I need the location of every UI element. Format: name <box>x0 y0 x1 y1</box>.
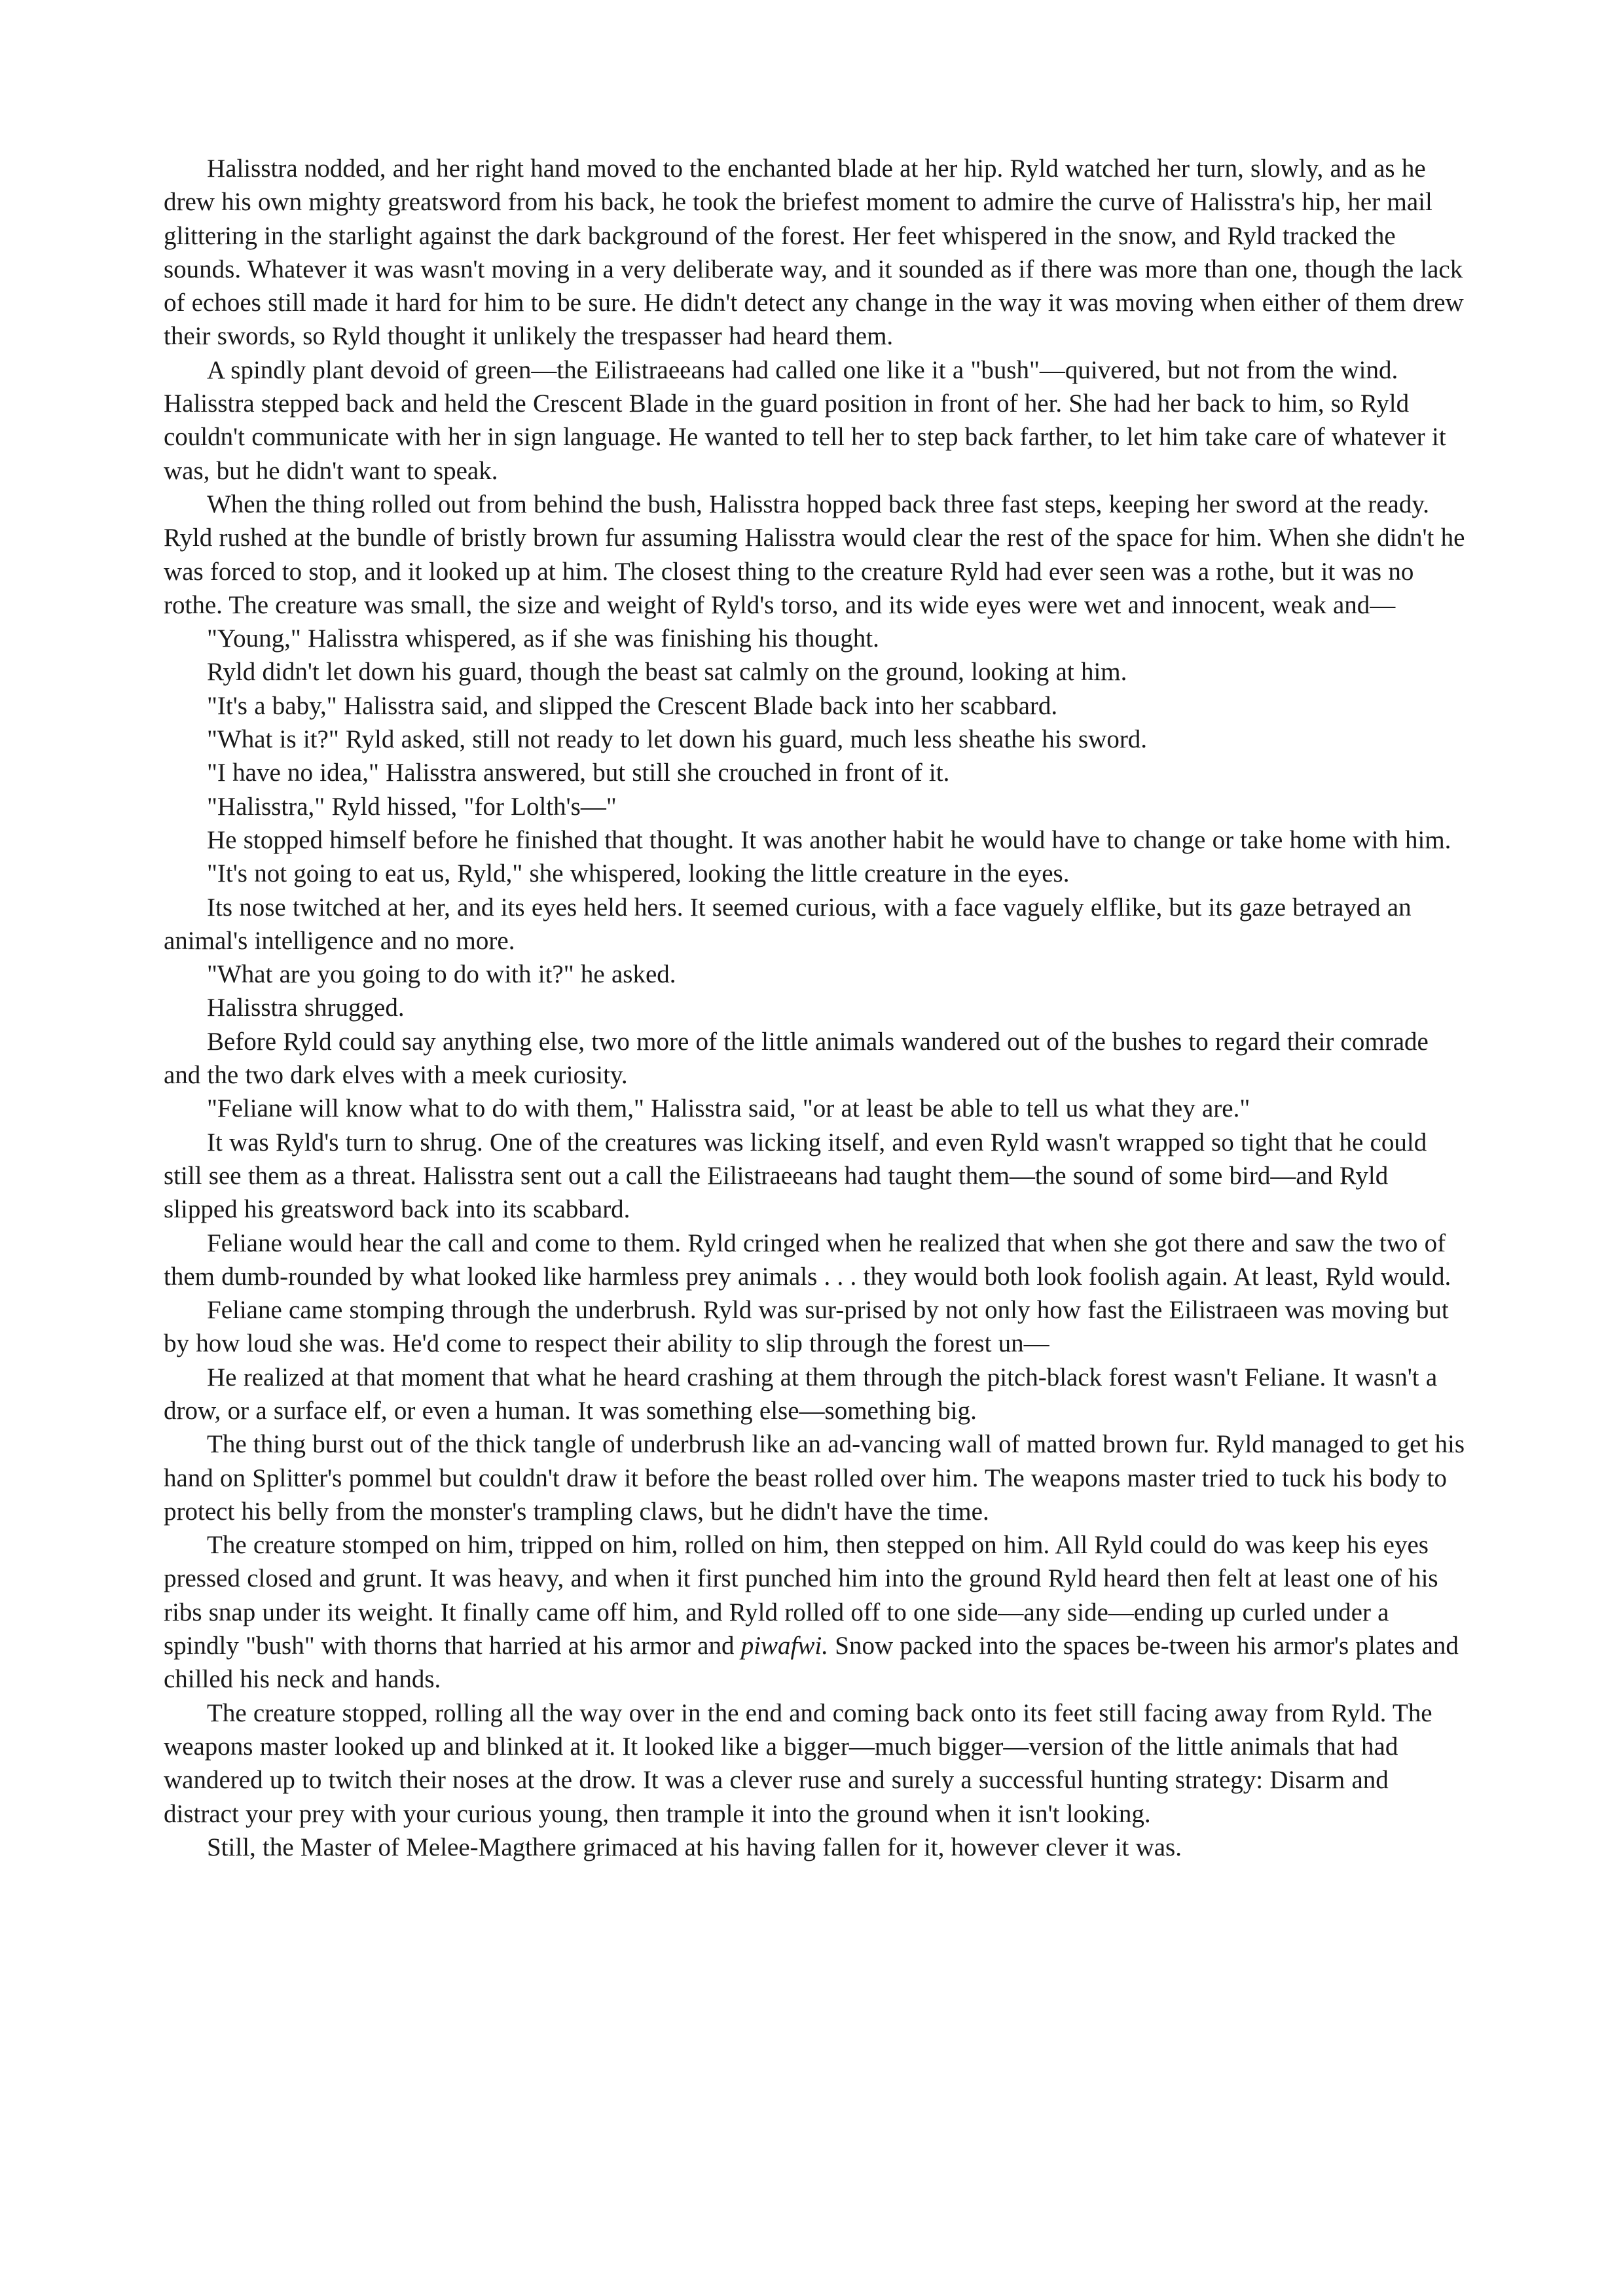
paragraph: "Young," Halisstra whispered, as if she was finishing his thought. <box>207 624 879 653</box>
paragraph: The thing burst out of the thick tangle of underbrush like an ad-vancing wall of matted brown fur. Ryld managed to get his hand on Splitter's pommel but couldn't draw it before the beast rolled over him. The weapons master tried to tuck his body to protect his belly from the monster's trampling claws, but he didn't have the time. <box>164 1430 1465 1526</box>
paragraph: Feliane came stomping through the underbrush. Ryld was sur-prised by not only how fast the Eilistraeen was moving but by how loud she was. He'd come to respect their ability to slip through the forest un— <box>164 1296 1449 1358</box>
paragraph: Feliane would hear the call and come to them. Ryld cringed when he realized that when she got there and saw the two of them dumb-rounded by what looked like harmless prey animals . . . they would both look foolish again. At least, Ryld would. <box>164 1229 1451 1291</box>
paragraph: "It's not going to eat us, Ryld," she whispered, looking the little creature in the eyes. <box>207 859 1070 888</box>
paragraph: "What is it?" Ryld asked, still not ready to let down his guard, much less sheathe his sword. <box>207 725 1148 754</box>
paragraph: Halisstra shrugged. <box>207 994 405 1022</box>
paragraph-with-italic <box>164 1528 1467 1696</box>
paragraph: Before Ryld could say anything else, two more of the little animals wandered out of the bushes to regard their comrade and the two dark elves with a meek curiosity. <box>164 1027 1429 1090</box>
paragraph-tail: Snow packed into the spaces be-tween his armor's plates and chilled his neck and hands. <box>164 1632 1459 1694</box>
paragraph: The creature stopped, rolling all the way over in the end and coming back onto its feet still facing away from Ryld. The weapons master looked up and blinked at it. It looked like a bigger—much bigger—version of the little animals that had wandered up to twitch their noses at the drow. It was a clever ruse and surely a successful hunting strategy: Disarm and distract your prey with your curious young, then trample it into the ground when it isn't looking. <box>164 1698 1432 1828</box>
paragraph: Halisstra nodded, and her right hand moved to the enchanted blade at her hip. Ryld watched her turn, slowly, and as he drew his own mighty greatsword from his back, he took the briefest moment to admire the curve of Halisstra's hip, her mail glittering in the starlight against the dark background of the forest. Her feet whispered in the snow, and Ryld tracked the sounds. Whatever it was wasn't moving in a very deliberate way, and it sounded as if there was more than one, though the lack of echoes still made it hard for him to be sure. He didn't detect any change in the way it was moving when either of them drew their swords, so Ryld thought it unlikely the trespasser had heard them. <box>164 154 1464 351</box>
italic-term: piwafwi. <box>740 1632 828 1660</box>
paragraph-text: The creature stomped on him, tripped on him, rolled on him, then stepped on him. All Ryld could do was keep his eyes pressed closed and grunt. It was heavy, and when it first punched him into the ground Ryld heard then felt at least one of his ribs snap under its weight. It finally came off him, and Ryld rolled off to one side—any side—ending up curled under a spindly "bush" with thorns that harried at his armor and <box>164 1531 1438 1660</box>
paragraph: Its nose twitched at her, and its eyes held hers. It seemed curious, with a face vaguely elflike, but its gaze betrayed an animal's intelligence and no more. <box>164 893 1412 955</box>
paragraph: A spindly plant devoid of green—the Eilistraeeans had called one like it a "bush"—quivered, but not from the wind. Halisstra stepped back and held the Crescent Blade in the guard position in front of her. She had her back to him, so Ryld couldn't communicate with her in sign language. He wanted to tell her to step back farther, to let him take care of whatever it was, but he didn't want to speak. <box>164 355 1446 485</box>
paragraph: He stopped himself before he finished that thought. It was another habit he would have to change or take home with him. <box>207 825 1451 854</box>
paragraph: "I have no idea," Halisstra answered, but still she crouched in front of it. <box>207 759 950 787</box>
paragraph: "It's a baby," Halisstra said, and slipped the Crescent Blade back into her scabbard. <box>207 691 1058 720</box>
paragraph: When the thing rolled out from behind the bush, Halisstra hopped back three fast steps, keeping her sword at the ready. Ryld rushed at the bundle of bristly brown fur assuming Halisstra would clear the rest of the space for him. When she didn't he was forced to stop, and it looked up at him. The closest thing to the creature Ryld had ever seen was a rothe, but it was no rothe. The creature was small, the size and weight of Ryld's torso, and its wide eyes were wet and innocent, weak and— <box>164 490 1465 619</box>
paragraph: Ryld didn't let down his guard, though the beast sat calmly on the ground, looking at him. <box>207 658 1127 687</box>
paragraph: He realized at that moment that what he heard crashing at them through the pitch-black forest wasn't Feliane. It wasn't a drow, or a surface elf, or even a human. It was something else—something big. <box>164 1363 1438 1425</box>
paragraph: It was Ryld's turn to shrug. One of the creatures was licking itself, and even Ryld wasn't wrapped so tight that he could still see them as a threat. Halisstra sent out a call the Eilistraeeans had taught them—the sound of some bird—and Ryld slipped his greatsword back into its scabbard. <box>164 1128 1427 1224</box>
paragraph: "What are you going to do with it?" he asked. <box>207 960 676 989</box>
paragraph: "Feliane will know what to do with them," Halisstra said, "or at least be able to tell us what they are." <box>207 1094 1250 1123</box>
document-page <box>164 152 1467 1864</box>
paragraph: Still, the Master of Melee-Magthere grimaced at his having fallen for it, however clever it was. <box>207 1833 1182 1861</box>
paragraph: "Halisstra," Ryld hissed, "for Lolth's—" <box>207 792 617 821</box>
